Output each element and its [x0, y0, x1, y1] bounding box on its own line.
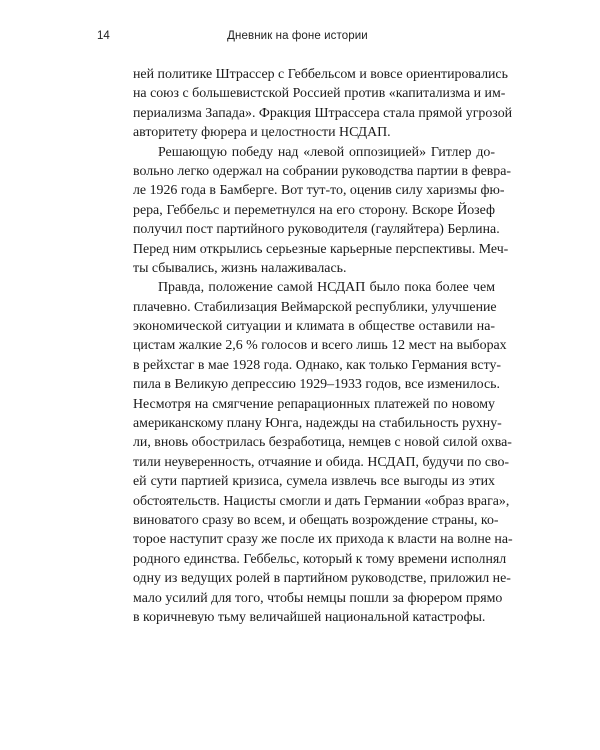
text-line: ней политике Штрассер с Геббельсом и вовсе ориентировались	[133, 67, 508, 82]
text-line: получил пост партийного руководителя (гауляйтера) Берлина.	[133, 222, 500, 238]
text-line: рера, Геббельс и переметнулся на его сторону. Вскоре Йозеф	[133, 202, 495, 218]
text-line: ты сбывались, жизнь налаживалась.	[133, 260, 347, 276]
text-line: на союз с большевистской Россией против «капитализма и им-	[133, 86, 506, 102]
body-text	[133, 65, 513, 627]
text-line: виноватого сразу во всем, и обещать возрождение страны, ко-	[133, 512, 499, 528]
text-line: плачевно. Стабилизация Веймарской республики, улучшение	[133, 299, 497, 315]
text-line: пила в Великую депрессию 1929–1933 годов, все изменилось.	[133, 377, 500, 393]
text-line: тили неуверенность, отчаяние и обида. НСДАП, будучи по сво-	[133, 454, 510, 470]
text-line: Несмотря на смягчение репарационных платежей по новому	[133, 396, 495, 412]
paragraph-1	[133, 65, 513, 143]
paragraph-2	[133, 143, 512, 279]
text-line: Правда, положение самой НСДАП было пока более чем	[158, 280, 495, 296]
text-line: в коричневую тьму величайшей национальной катастрофы.	[133, 609, 486, 625]
text-line: американскому плану Юнга, надежды на стабильность рухну-	[133, 416, 502, 432]
page-number: 14	[97, 30, 110, 42]
text-line: одну из ведущих ролей в партийном руководстве, приложил не-	[133, 571, 511, 587]
paragraph-3	[133, 278, 513, 627]
text-line: периализма Запада». Фракция Штрассера стала прямой угрозой	[133, 105, 513, 121]
text-line: ли, вновь обострилась безработица, немцев с новой силой охва-	[133, 435, 512, 451]
text-line: ей сути партией кризиса, сумела извлечь все выгоды из этих	[133, 474, 495, 490]
text-line: мало усилий для того, чтобы немцы пошли за фюрером прямо	[133, 590, 503, 606]
text-line: в рейхстаг в мае 1928 года. Однако, как только Германия всту-	[133, 357, 502, 373]
text-line: экономической ситуации и климата в обществе оставили на-	[133, 319, 495, 335]
text-line: торое наступит сразу же после их прихода к власти на волне на-	[133, 532, 513, 548]
text-line: вольно легко одержал на собрании руководства партии в февра-	[133, 163, 512, 179]
text-line: родного единства. Геббельс, который к тому времени исполнял	[133, 551, 507, 567]
running-head: Дневник на фоне истории	[227, 30, 368, 42]
text-line: цистам жалкие 2,6 % голосов и всего лишь 12 мест на выборах	[133, 338, 507, 354]
text-line: авторитету фюрера и целостности НСДАП.	[133, 125, 391, 141]
text-line: обстоятельств. Нацисты смогли и дать Германии «образ врага»,	[133, 493, 510, 509]
text-line: Решающую победу над «левой оппозицией» Гитлер до-	[158, 144, 495, 160]
text-line: Перед ним открылись серьезные карьерные перспективы. Меч-	[133, 241, 509, 257]
text-line: ле 1926 года в Бамберге. Вот тут-то, оценив силу харизмы фю-	[133, 183, 505, 199]
